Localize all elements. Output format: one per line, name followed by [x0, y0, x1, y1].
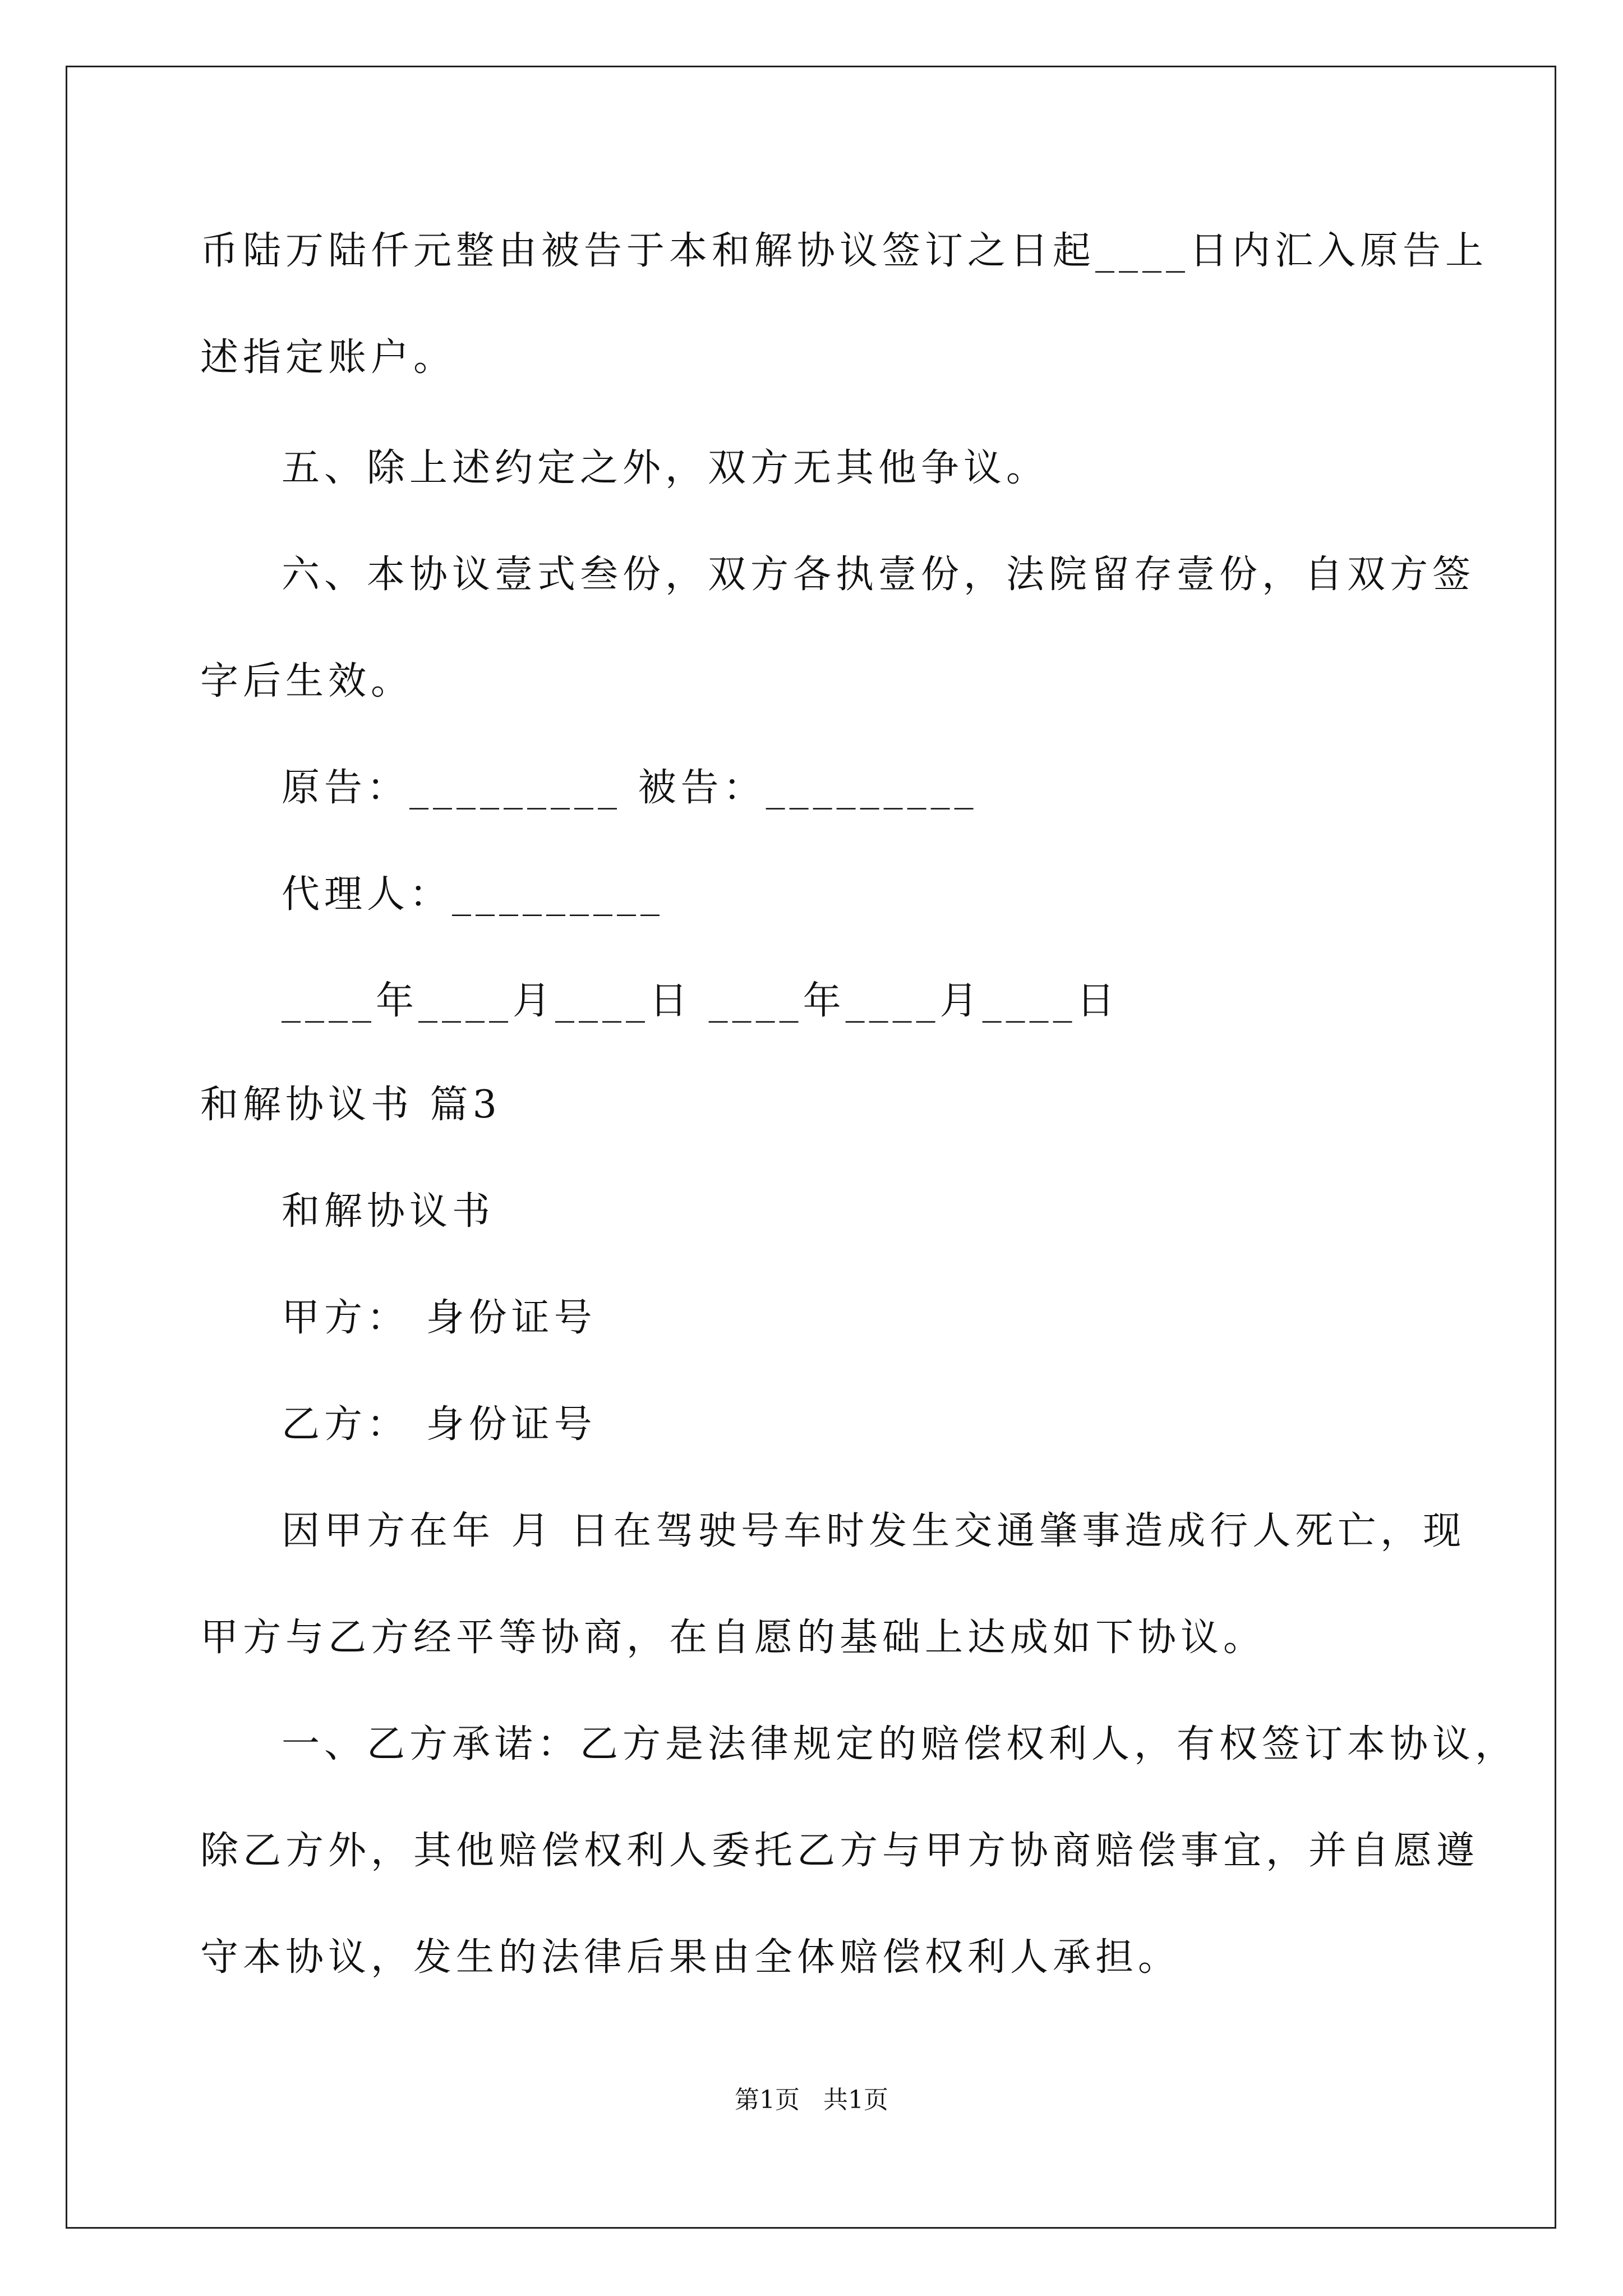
paragraph-line: 一、乙方承诺：乙方是法律规定的赔偿权利人，有权签订本协议，: [282, 1722, 1518, 1766]
paragraph-line: 述指定账户。: [200, 335, 457, 380]
date-line: ____年____月____日 ____年____月____日: [282, 979, 1119, 1023]
signature-line-parties: 原告：_________ 被告：_________: [282, 766, 978, 810]
paragraph-line: 甲方与乙方经平等协商，在自愿的基础上达成如下协议。: [200, 1616, 1266, 1660]
paragraph-line: 字后生效。: [200, 659, 414, 703]
party-b-line: 乙方： 身份证号: [282, 1402, 597, 1447]
paragraph-line: 六、本协议壹式叁份，双方各执壹份，法院留存壹份，自双方签: [282, 553, 1476, 597]
paragraph-line: 除乙方外，其他赔偿权利人委托乙方与甲方协商赔偿事宜，并自愿遵: [200, 1829, 1479, 1873]
document-title: 和解协议书: [282, 1189, 495, 1234]
section-heading: 和解协议书 篇3: [200, 1083, 501, 1127]
signature-line-agent: 代理人：_________: [282, 872, 665, 917]
page-footer: 第1页 共1页: [735, 2086, 888, 2114]
paragraph-line: 守本协议，发生的法律后果由全体赔偿权利人承担。: [200, 1935, 1181, 1980]
page-border: [66, 66, 1556, 2229]
paragraph-line: 五、除上述约定之外，双方无其他争议。: [282, 446, 1049, 490]
party-a-line: 甲方： 身份证号: [282, 1296, 597, 1340]
paragraph-line: 币陆万陆仟元整由被告于本和解协议签订之日起____日内汇入原告上: [200, 229, 1488, 273]
paragraph-line: 因甲方在年 月 日在驾驶号车时发生交通肇事造成行人死亡，现: [282, 1509, 1466, 1553]
